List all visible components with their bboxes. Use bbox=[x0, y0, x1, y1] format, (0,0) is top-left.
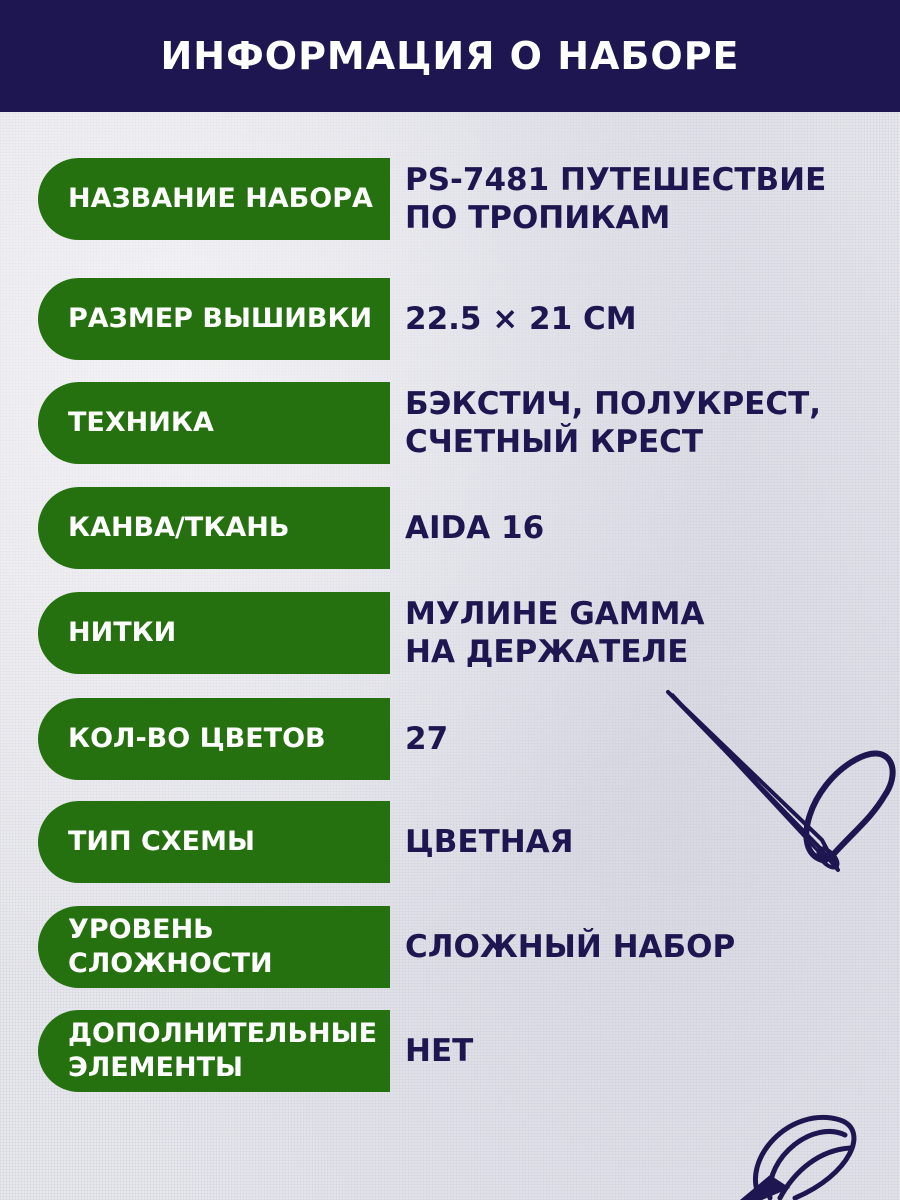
row-label: УРОВЕНЬ СЛОЖНОСТИ bbox=[68, 914, 273, 979]
row-value-box bbox=[405, 592, 885, 674]
row-label: РАЗМЕР ВЫШИВКИ bbox=[68, 303, 373, 334]
row-value-box bbox=[405, 487, 885, 569]
row-label-pill bbox=[38, 698, 390, 780]
row-value: БЭКСТИЧ, ПОЛУКРЕСТ, СЧЕТНЫЙ КРЕСТ bbox=[405, 386, 822, 460]
row-value: ЦВЕТНАЯ bbox=[405, 824, 574, 860]
row-label: КОЛ-ВО ЦВЕТОВ bbox=[68, 723, 326, 754]
row-label-pill bbox=[38, 801, 390, 883]
row-label-pill bbox=[38, 382, 390, 464]
needle-thread-icon bbox=[650, 680, 900, 900]
row-label-pill bbox=[38, 906, 390, 988]
row-value: PS-7481 ПУТЕШЕСТВИЕ ПО ТРОПИКАМ bbox=[405, 162, 827, 236]
row-label-pill bbox=[38, 158, 390, 240]
row-label-pill bbox=[38, 1010, 390, 1092]
row-value-box bbox=[405, 382, 885, 464]
info-row-size bbox=[0, 278, 900, 360]
info-row-difficulty bbox=[0, 906, 900, 988]
row-value: 27 bbox=[405, 721, 449, 757]
row-label: ТИП СХЕМЫ bbox=[68, 826, 255, 857]
row-value-box bbox=[405, 906, 885, 988]
row-value: AIDA 16 bbox=[405, 510, 545, 546]
row-value: НЕТ bbox=[405, 1033, 474, 1069]
page-title: ИНФОРМАЦИЯ О НАБОРЕ bbox=[160, 34, 740, 78]
info-row-technique bbox=[0, 382, 900, 464]
row-value: МУЛИНЕ GAMMA НА ДЕРЖАТЕЛЕ bbox=[405, 596, 705, 670]
row-label-pill bbox=[38, 278, 390, 360]
row-label-pill bbox=[38, 592, 390, 674]
header-banner bbox=[0, 0, 900, 112]
row-value-box bbox=[405, 278, 885, 360]
row-value-box bbox=[405, 158, 885, 240]
whisk-icon bbox=[700, 1080, 900, 1200]
row-value: СЛОЖНЫЙ НАБОР bbox=[405, 929, 736, 965]
row-label: НИТКИ bbox=[68, 617, 177, 648]
info-row-canvas bbox=[0, 487, 900, 569]
row-label: НАЗВАНИЕ НАБОРА bbox=[68, 183, 373, 214]
row-label: КАНВА/ТКАНЬ bbox=[68, 512, 290, 543]
row-label: ДОПОЛНИТЕЛЬНЫЕ ЭЛЕМЕНТЫ bbox=[68, 1018, 378, 1083]
row-label: ТЕХНИКА bbox=[68, 407, 214, 438]
info-row-kit-name bbox=[0, 158, 900, 240]
row-label-pill bbox=[38, 487, 390, 569]
row-value: 22.5 × 21 СМ bbox=[405, 301, 637, 337]
info-row-threads bbox=[0, 592, 900, 674]
